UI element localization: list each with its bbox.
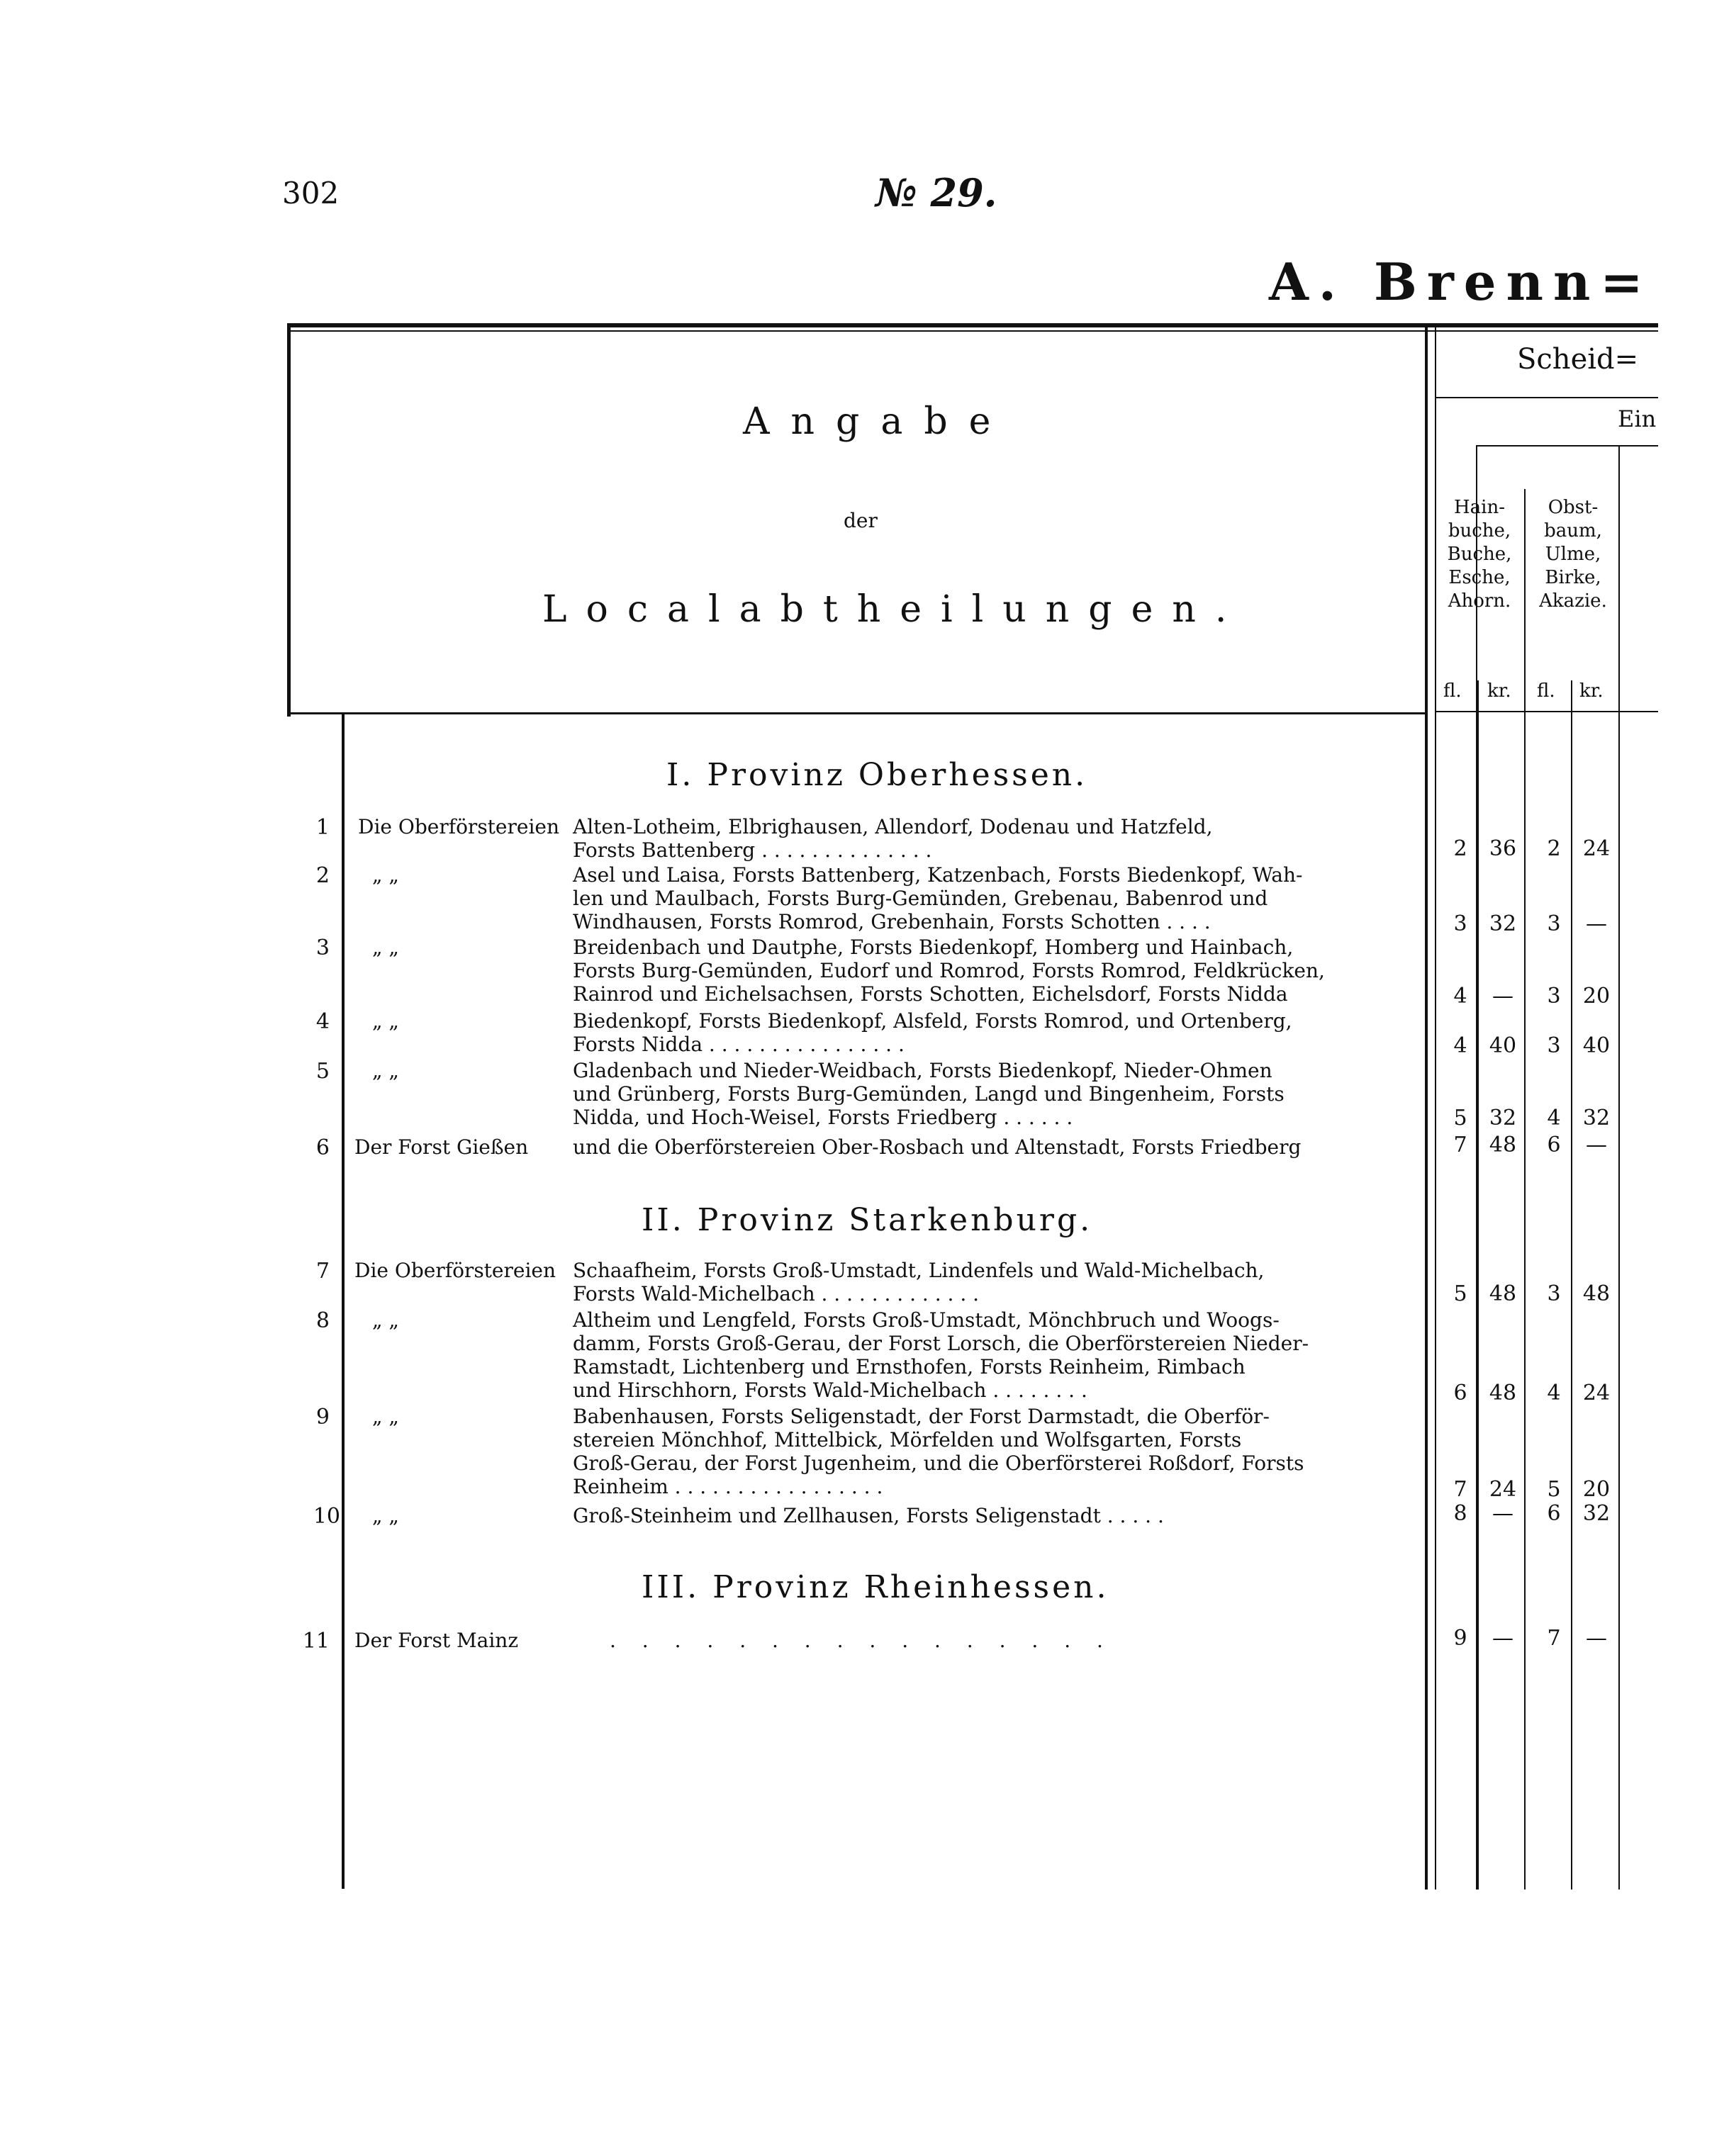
row-description: . . . . . . . . . . . . . . . . — [610, 1629, 1113, 1652]
cell-value: 48 — [1582, 1281, 1611, 1306]
row-number: 2 — [315, 863, 330, 888]
header-localabtheilungen: Localabtheilungen. — [542, 588, 1246, 631]
cell-value: 40 — [1582, 1033, 1611, 1058]
row-number: 9 — [315, 1405, 330, 1430]
row-number: 3 — [315, 936, 330, 960]
row-lead: „ „ — [372, 1059, 399, 1082]
section-heading: A. Brenn= — [1269, 252, 1653, 312]
cell-value: — — [1492, 984, 1513, 1009]
cell-value: 6 — [1453, 1381, 1467, 1405]
row-lead: „ „ — [372, 863, 399, 887]
cell-value: 6 — [1547, 1501, 1561, 1526]
cell-value: 3 — [1547, 1033, 1561, 1058]
row-lead: „ „ — [372, 936, 399, 959]
row-number: 10 — [313, 1504, 340, 1529]
cell-value: 3 — [1453, 911, 1467, 936]
row-description: Breidenbach und Dautphe, Forsts Biedenkopf, Homberg und Hainbach, Forsts Burg-Gemünden, Eudorf und Romrod, Forsts Romrod, Feldkrücken, Rainrod und Eichelsachsen, Forsts Schotten, Eichelsdorf, Forsts Nidda — [573, 936, 1325, 1006]
row-number: 5 — [315, 1059, 330, 1084]
cell-value: 24 — [1582, 1381, 1611, 1405]
row-description: Schaafheim, Forsts Groß-Umstadt, Lindenfels und Wald-Michelbach, Forsts Wald-Michelbach . . . . . . . . . . . . . — [573, 1259, 1265, 1306]
row-description: Asel und Laisa, Forsts Battenberg, Katzenbach, Forsts Biedenkopf, Wah- len und Maulbach, Forsts Burg-Gemünden, Grebenau, Babenrod und Windhausen, Forsts Romrod, Grebenhain, Forsts Schotten . . . . — [573, 863, 1303, 933]
cell-value: 5 — [1453, 1106, 1467, 1130]
row-number: 7 — [315, 1259, 330, 1284]
cell-value: — — [1586, 911, 1607, 936]
table-left-rule — [287, 323, 291, 717]
cell-value: 4 — [1453, 984, 1467, 1009]
row-lead: Die Oberförstereien — [354, 1259, 556, 1282]
row-description: Altheim und Lengfeld, Forsts Groß-Umstadt, Mönchbruch und Woogs- damm, Forsts Groß-Gerau, der Forst Lorsch, die Oberförstereien Nieder- Ramstadt, Lichtenberg und Ernsthofen, Forsts Reinheim, Rimbach und Hirschhorn, Forsts Wald-Michelbach . . . . . . . . — [573, 1308, 1309, 1402]
row-number: 6 — [315, 1135, 330, 1160]
header-der: der — [844, 509, 878, 532]
row-number: 8 — [315, 1308, 330, 1333]
section-title-oberhessen: I. Provinz Oberhessen. — [666, 757, 1088, 793]
unit-fl-2: fl. — [1537, 680, 1555, 702]
cell-value: 48 — [1489, 1381, 1517, 1405]
header-sub1: Hain- buche, Buche, Esche, Ahorn. — [1447, 497, 1512, 612]
cell-value: 32 — [1489, 911, 1517, 936]
group-rule — [1436, 397, 1658, 398]
page-number: 302 — [282, 176, 340, 210]
row-lead: „ „ — [372, 1405, 399, 1428]
sub-right-rule — [1618, 447, 1620, 1890]
row-description: Alten-Lotheim, Elbrighausen, Allendorf, Dodenau und Hatzfeld, Forsts Battenberg . . . . . . . . . . . . . . — [573, 815, 1213, 862]
cell-value: 3 — [1547, 911, 1561, 936]
row-description: Babenhausen, Forsts Seligenstadt, der Forst Darmstadt, die Oberför- stereien Mönchhof, Mittelbick, Mörfelden und Wolfsgarten, Forsts Groß-Gerau, der Forst Jugenheim, und die Oberförsterei Roßdorf, Forsts Reinheim . . . . . . . . . . . . . . . . . — [573, 1405, 1304, 1498]
row-lead: „ „ — [372, 1308, 399, 1332]
cell-value: 7 — [1453, 1133, 1467, 1157]
issue-number: № 29. — [875, 170, 997, 215]
cell-value: 8 — [1453, 1501, 1467, 1526]
cell-value: 32 — [1582, 1501, 1611, 1526]
cell-value: — — [1586, 1626, 1607, 1651]
cell-value: 40 — [1489, 1033, 1517, 1058]
row-description: Gladenbach und Nieder-Weidbach, Forsts Biedenkopf, Nieder-Ohmen und Grünberg, Forsts Burg-Gemünden, Langd und Bingenheim, Forsts Nidda, und Hoch-Weisel, Forsts Friedberg . . . . . . — [573, 1059, 1285, 1129]
row-description: und die Oberförstereien Ober-Rosbach und Altenstadt, Forsts Friedberg — [573, 1135, 1302, 1159]
unit-kr-2: kr. — [1579, 680, 1604, 702]
section-title-starkenburg: II. Provinz Starkenburg. — [642, 1202, 1093, 1238]
cell-value: 5 — [1453, 1281, 1467, 1306]
cell-value: — — [1492, 1501, 1513, 1526]
table-top-rule — [287, 323, 1658, 327]
main-column-rule — [1425, 323, 1428, 1890]
header-group-top: Scheid= — [1517, 343, 1639, 376]
cell-value: 4 — [1453, 1033, 1467, 1058]
row-number: 11 — [302, 1629, 330, 1654]
cell-value: — — [1492, 1626, 1513, 1651]
cell-value: 3 — [1547, 984, 1561, 1009]
section-title-rheinhessen: III. Provinz Rheinhessen. — [642, 1569, 1109, 1605]
header-group-sub: Ein — [1618, 405, 1657, 432]
header-sub2: Obst- baum, Ulme, Birke, Akazie. — [1539, 497, 1607, 612]
cell-value: 48 — [1489, 1281, 1517, 1306]
cell-value: 48 — [1489, 1133, 1517, 1157]
cell-value: 3 — [1547, 1281, 1561, 1306]
cell-value: 36 — [1489, 836, 1517, 861]
header-bottom-rule — [291, 712, 1425, 714]
cell-value: 9 — [1453, 1626, 1467, 1651]
cell-value: 20 — [1582, 984, 1611, 1009]
cell-value: 2 — [1547, 836, 1561, 861]
row-description: Groß-Steinheim und Zellhausen, Forsts Seligenstadt . . . . . — [573, 1504, 1164, 1527]
row-lead: Die Oberförstereien — [358, 815, 560, 838]
units-rule — [1436, 711, 1658, 712]
row-lead: „ „ — [372, 1009, 399, 1033]
cell-value: 7 — [1547, 1626, 1561, 1651]
cell-value: 4 — [1547, 1381, 1561, 1405]
cell-value: 24 — [1582, 836, 1611, 861]
cell-value: — — [1586, 1133, 1607, 1157]
cell-value: 20 — [1582, 1477, 1611, 1502]
sub-divider — [1524, 489, 1526, 1890]
cell-value: 4 — [1547, 1106, 1561, 1130]
row-description: Biedenkopf, Forsts Biedenkopf, Alsfeld, Forsts Romrod, und Ortenberg, Forsts Nidda . . . . . . . . . . . . . . . . — [573, 1009, 1292, 1056]
row-lead: Der Forst Mainz — [354, 1629, 519, 1652]
cell-value: 5 — [1547, 1477, 1561, 1502]
row-number: 1 — [315, 815, 330, 840]
row-lead: Der Forst Gießen — [354, 1135, 529, 1159]
unit-fl-1: fl. — [1443, 680, 1462, 702]
numbers-divider — [342, 712, 345, 1889]
row-number: 4 — [315, 1009, 330, 1034]
cell-value: 32 — [1489, 1106, 1517, 1130]
cell-value: 32 — [1582, 1106, 1611, 1130]
table-top-rule-thin — [287, 330, 1658, 332]
header-angabe: Angabe — [743, 400, 1012, 443]
subgroup-rule — [1476, 445, 1658, 447]
cell-value: 2 — [1453, 836, 1467, 861]
cell-value: 24 — [1489, 1477, 1517, 1502]
unit-kr-1: kr. — [1487, 680, 1511, 702]
cell-value: 7 — [1453, 1477, 1467, 1502]
row-lead: „ „ — [372, 1504, 399, 1527]
cell-value: 6 — [1547, 1133, 1561, 1157]
